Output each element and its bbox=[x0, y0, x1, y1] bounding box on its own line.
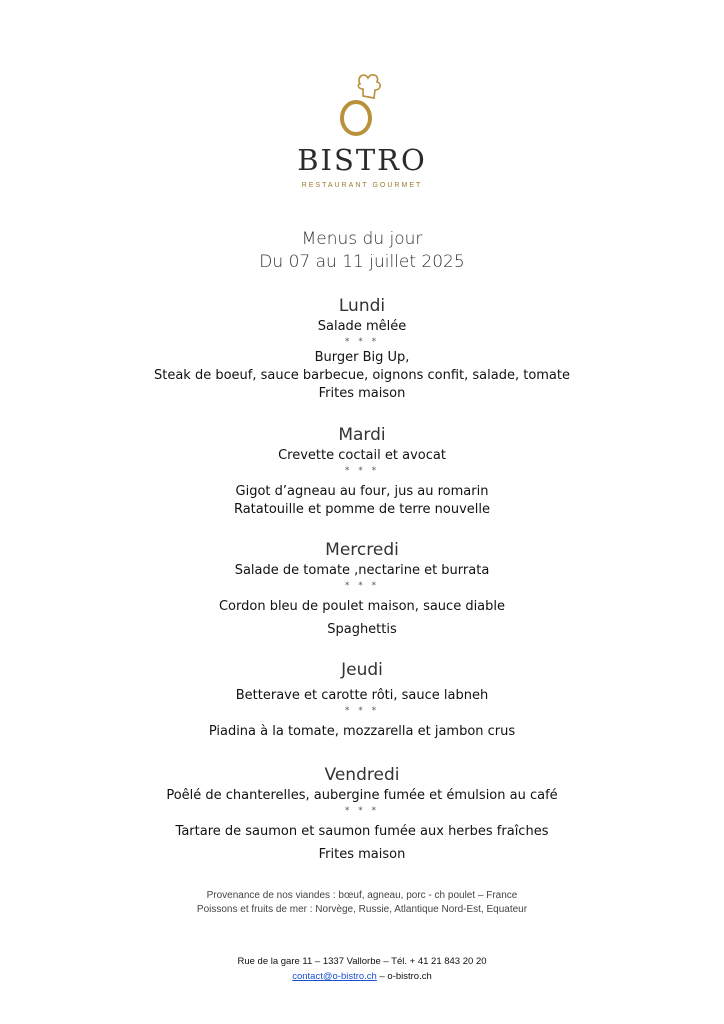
day-jeudi bbox=[0, 658, 724, 741]
main-dish: Piadina à la tomate, mozzarella et jambon crus bbox=[208, 724, 516, 739]
starter: Crevette coctail et avocat bbox=[278, 448, 446, 463]
chef-hat-o-logo-icon bbox=[332, 70, 392, 140]
separator: * * * bbox=[344, 581, 380, 591]
day-name: Mardi bbox=[338, 425, 386, 445]
brand-name: BISTRO bbox=[297, 143, 427, 177]
contact-footer bbox=[0, 954, 724, 984]
starter: Betterave et carotte rôti, sauce labneh bbox=[235, 688, 489, 703]
meat-origin: Provenance de nos viandes : bœuf, agneau, porc - ch poulet – France bbox=[206, 890, 518, 901]
separator: * * * bbox=[344, 466, 380, 476]
website-text: – o-bistro.ch bbox=[376, 971, 432, 982]
seafood-origin: Poissons et fruits de mer : Norvège, Russie, Atlantique Nord-Est, Equateur bbox=[196, 904, 528, 915]
starter: Salade mêlée bbox=[317, 319, 407, 334]
day-name: Mercredi bbox=[325, 540, 399, 560]
logo bbox=[0, 70, 724, 189]
menu-dates: Du 07 au 11 juillet 2025 bbox=[259, 252, 465, 272]
day-mercredi bbox=[0, 538, 724, 639]
day-vendredi bbox=[0, 763, 724, 864]
side-dish: Frites maison bbox=[318, 386, 406, 401]
side-dish: Spaghettis bbox=[327, 622, 397, 637]
main-dish: Gigot d’agneau au four, jus au romarin bbox=[235, 484, 489, 499]
starter: Poêlé de chanterelles, aubergine fumée et émulsion au café bbox=[166, 788, 558, 803]
day-lundi bbox=[0, 294, 724, 403]
separator: * * * bbox=[344, 337, 380, 347]
main-dish: Burger Big Up, bbox=[314, 350, 410, 365]
side-dish: Ratatouille et pomme de terre nouvelle bbox=[233, 502, 491, 517]
main-dish: Tartare de saumon et saumon fumée aux herbes fraîches bbox=[175, 824, 549, 839]
separator: * * * bbox=[344, 806, 380, 816]
provenance-note bbox=[0, 889, 724, 917]
menu-title: Menus du jour bbox=[301, 229, 423, 249]
email-link[interactable]: contact@o-bistro.ch bbox=[292, 971, 377, 982]
separator: * * * bbox=[344, 706, 380, 716]
main-dish: Cordon bleu de poulet maison, sauce diable bbox=[218, 599, 506, 614]
starter: Salade de tomate ,nectarine et burrata bbox=[234, 563, 490, 578]
day-name: Lundi bbox=[338, 296, 386, 316]
day-mardi bbox=[0, 423, 724, 519]
address: Rue de la gare 11 – 1337 Vallorbe – Tél. + 41 21 843 20 20 bbox=[237, 956, 487, 967]
menu-header bbox=[0, 228, 724, 274]
main-dish-detail: Steak de boeuf, sauce barbecue, oignons confit, salade, tomate bbox=[153, 368, 570, 383]
side-dish: Frites maison bbox=[318, 847, 406, 862]
day-name: Vendredi bbox=[324, 765, 400, 785]
contact-line bbox=[0, 969, 724, 984]
day-name: Jeudi bbox=[341, 660, 383, 680]
brand-tagline: RESTAURANT GOURMET bbox=[301, 182, 423, 189]
